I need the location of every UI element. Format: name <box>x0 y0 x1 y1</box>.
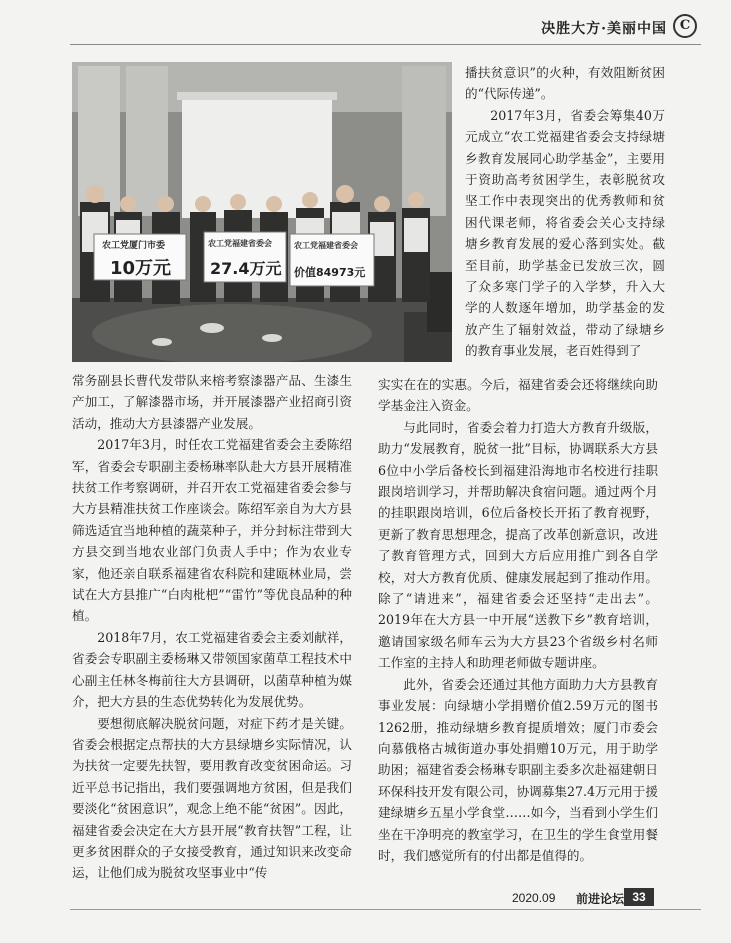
paragraph: 播扶贫意识”的火种，有效阻断贫困的“代际传递”。 <box>465 65 665 102</box>
column-right-bottom <box>378 374 658 866</box>
column-title: 决胜大方·美丽中国 <box>541 21 667 37</box>
column-left-bottom <box>72 370 352 884</box>
page-footer <box>0 885 731 925</box>
page-number: 33 <box>624 888 654 906</box>
header-rule <box>70 44 701 45</box>
sign-org-1: 农工党厦门市委 <box>102 241 166 251</box>
donation-ceremony-photo <box>72 62 452 362</box>
sign-amount-1: 10万元 <box>110 258 172 279</box>
paragraph: 2017年3月，时任农工党福建省委会主委陈绍军，省委会专职副主委杨琳率队赴大方县开展精准扶贫工作考察调研，并召开农工党福建省委会参与大方县精准扶贫工作座谈会。陈绍军亲自为大方县筛选适宜当地种植的蔬菜种子，并分封标注带到大方县交到当地农业部门负责人手中；作为农业专家，他还亲自联系福建省农科院和建瓯林业局，尝试在大方县推广“白肉枇杷”“雷竹”等优良品种的种植。 <box>72 437 352 624</box>
magazine-logo-icon: C <box>673 14 697 38</box>
paragraph: 2017年3月，省委会筹集40万元成立“农工党福建省委会支持绿塘乡教育发展同心助学基金”，主要用于资助高考贫困学生，表彰脱贫攻坚工作中表现突出的优秀教师和贫困代课老师，将省委会关心支持绿塘乡教育发展的爱心落到实处。截至目前，助学基金已发放三次，圆了众多寒门学子的入学梦，升入大学的人数逐年增加，助学基金的发放产生了辐射效益，带动了绿塘乡的教育事业发展，老百姓得到了 <box>465 107 665 359</box>
publication-name: 前进论坛 <box>576 892 625 906</box>
footer-rule <box>70 909 701 910</box>
column-right-top <box>465 62 665 362</box>
sign-org-3: 农工党福建省委会 <box>294 241 358 250</box>
sign-amount-3: 价值84973元 <box>294 266 366 279</box>
page-header <box>0 0 731 52</box>
paragraph: 此外，省委会还通过其他方面助力大方县教育事业发展：向绿塘小学捐赠价值2.59万元的图书1262册，推动绿塘乡教育提质增效；厦门市委会向慕俄格古城街道办事处捐赠10万元，用于助学助困；福建省委会杨琳专职副主委多次赴福建朝日环保科技开发有限公司，协调募集27.4万元用于援建绿塘乡五星小学食堂……如今，当看到小学生们坐在干净明亮的教室学习，在卫生的学生食堂用餐时，我们感觉所有的付出都是值得的。 <box>378 676 658 863</box>
issue-date: 2020.09 <box>512 891 556 905</box>
paragraph: 2018年7月，农工党福建省委会主委刘献祥，省委会专职副主委杨琳又带领国家菌草工程技术中心副主任林冬梅前往大方县调研，以菌草种植为媒介，把大方县的生态优势转化为发展优势。 <box>72 629 352 710</box>
paragraph: 与此同时，省委会着力打造大方教育升级版，助力“发展教育，脱贫一批”目标，协调联系大方县6位中小学后备校长到福建沿海地市名校进行挂职跟岗培训学习，并帮助解决食宿问题。通过两个月的挂职跟岗培训，6位后备校长开拓了教育视野，更新了教育思想理念，提高了改革创新意识，改进了教育管理方式，回到大方后应用推广到各自学校，对大方教育优质、健康发展起到了推动作用。除了“请进来”，福建省委会还坚持“走出去”。2019年在大方县一中开展“送教下乡”教育培训，邀请国家级名师车云为大方县23个省级乡村名师工作室的主持人和助理老师做专题讲座。 <box>378 419 658 671</box>
paragraph: 实实在在的实惠。今后，福建省委会还将继续向助学基金注入资金。 <box>378 377 658 414</box>
sign-org-2: 农工党福建省委会 <box>208 239 272 248</box>
paragraph: 要想彻底解决脱贫问题，对症下药才是关键。省委会根据定点帮扶的大方县绿塘乡实际情况，认为扶贫一定要先扶智，要用教育改变贫困命运。习近平总书记指出，我们要强调地方贫困，但是我们要淡化“贫困意识”，观念上绝不能“贫困”。因此，福建省委会决定在大方县开展“教育扶智”工程，让更多贫困群众的子女接受教育，通过知识来改变命运，让他们成为脱贫攻坚事业中“传 <box>72 715 352 881</box>
sign-amount-2: 27.4万元 <box>210 259 282 278</box>
paragraph: 常务副县长曹代发带队来榕考察漆器产品、生漆生产加工，了解漆器市场，并开展漆器产业招商引资活动，推动大方县漆器产业发展。 <box>72 373 352 431</box>
